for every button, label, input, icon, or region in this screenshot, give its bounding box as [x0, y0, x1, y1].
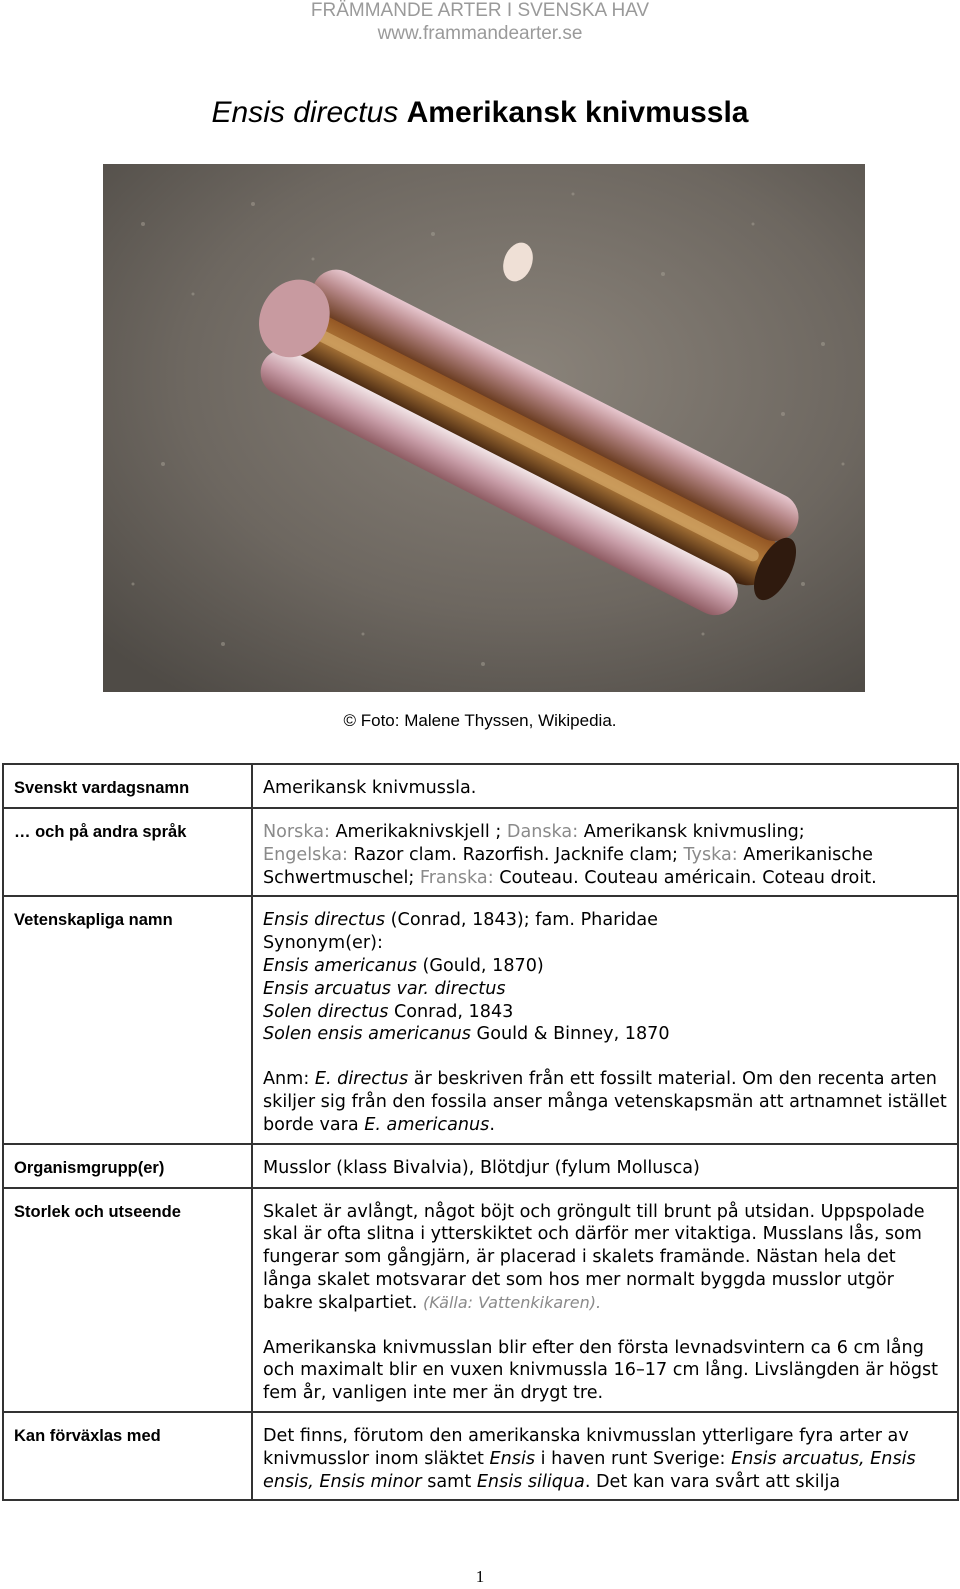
- label-andra-sprak: … och på andra språk: [3, 808, 252, 896]
- taxonomy-note: [263, 1068, 947, 1136]
- synonym-2-var: var.: [390, 978, 435, 999]
- page-number: 1: [475, 1567, 485, 1586]
- synonym-4-author: Gould & Binney, 1870: [470, 1024, 670, 1045]
- lang-franska-key: Franska:: [419, 867, 494, 888]
- note-end: .: [489, 1114, 495, 1135]
- synonym-1-author: (Gould, 1870): [416, 955, 544, 976]
- note-species-2: E. americanus: [364, 1114, 490, 1135]
- synonym-3-author: Conrad, 1843: [388, 1001, 514, 1022]
- synonym-4: [263, 1023, 947, 1046]
- razor-clam-photo: [103, 164, 865, 692]
- note-species-1: E. directus: [314, 1069, 409, 1090]
- value-storlek: [252, 1188, 958, 1412]
- lang-engelska-key: Engelska:: [263, 844, 348, 865]
- note-prefix: Anm:: [263, 1069, 315, 1090]
- value-organismgrupp: Musslor (klass Bivalvia), Blötdjur (fylum Mollusca): [252, 1144, 958, 1188]
- lang-tyska-key: Tyska:: [683, 844, 738, 865]
- lang-franska-value: Couteau. Couteau américain. Coteau droit.: [493, 867, 877, 888]
- size-source: (Källa: Vattenkikaren).: [423, 1292, 602, 1312]
- row-forvaxlas: [3, 1412, 958, 1500]
- header-url[interactable]: www.frammandearter.se: [377, 23, 583, 44]
- label-vetenskapliga-namn: Vetenskapliga namn: [3, 896, 252, 1143]
- sci-name-italic: Ensis directus: [263, 910, 386, 931]
- label-organismgrupp: Organismgrupp(er): [3, 1144, 252, 1188]
- confusion-text-4: . Det kan vara svårt att skilja: [584, 1471, 841, 1492]
- label-storlek: Storlek och utseende: [3, 1188, 252, 1412]
- size-lifespan: Amerikanska knivmusslan blir efter den första levnadsvintern ca 6 cm lång och maximalt blir en vuxen knivmussla 16–17 cm lång. Livslängden är högst fem år, vanligen inte mer än drygt tre.: [263, 1337, 939, 1404]
- confusion-genus: Ensis: [489, 1448, 536, 1469]
- page-title: [0, 96, 960, 130]
- synonym-1: [263, 955, 947, 978]
- sci-name-author: (Conrad, 1843); fam. Pharidae: [385, 910, 659, 931]
- value-forvaxlas: [252, 1412, 958, 1500]
- species-info-table: [2, 763, 959, 1501]
- label-forvaxlas: Kan förväxlas med: [3, 1412, 252, 1500]
- lang-danska-key: Danska:: [506, 822, 579, 842]
- value-andra-sprak: [252, 808, 958, 896]
- value-vetenskapliga-namn: [252, 896, 958, 1143]
- lang-danska-value: Amerikansk knivmusling;: [578, 822, 805, 842]
- value-vardagsnamn: Amerikansk knivmussla.: [252, 764, 958, 808]
- label-vardagsnamn: Svenskt vardagsnamn: [3, 764, 252, 808]
- lang-tyska-value: Amerikanische Schwertmuschel;: [263, 844, 873, 888]
- size-description: [263, 1201, 947, 1315]
- lang-norska-value: Amerikaknivskjell ;: [329, 822, 507, 842]
- synonym-2-variety: directus: [434, 978, 506, 999]
- synonym-2-name: Ensis arcuatus: [263, 978, 391, 999]
- row-andra-sprak: [3, 808, 958, 896]
- synonym-4-name: Solen ensis americanus: [263, 1024, 471, 1045]
- synonym-2: [263, 978, 947, 1001]
- lang-engelska-value: Razor clam. Razorfish. Jacknife clam;: [347, 844, 684, 865]
- confusion-species-last: Ensis siliqua: [476, 1471, 585, 1492]
- confusion-text-1: Det finns, förutom den amerikanska knivmusslan ytterligare fyra arter av knivmusslor inom släktet: [263, 1425, 909, 1469]
- row-vardagsnamn: [3, 764, 958, 808]
- row-storlek: [3, 1188, 958, 1412]
- confusion-text-2: i haven runt Sverige:: [535, 1448, 732, 1469]
- synonym-1-name: Ensis americanus: [263, 955, 417, 976]
- size-text: Skalet är avlångt, något böjt och gröngult till brunt på utsidan. Uppspolade skal är ofta slitna i ytterskiktet och därför mer vitaktiga. Musslans lås, som fungerar som gångjärn, är placerad i skalets framände. Nästan hela det långa skalet motsvarar det som hos mer normalt byggda musslor utgör bakre skalpartiet.: [263, 1201, 925, 1313]
- synonym-heading: Synonym(er):: [263, 933, 383, 954]
- note-text: är beskriven från ett fossilt material. Om den recenta arten skiljer sig från den fossila anser många vetenskapsmän att artnamnet istället borde vara: [263, 1069, 947, 1135]
- sci-name-line: [263, 909, 947, 932]
- confusion-species-list: Ensis arcuatus, Ensis ensis, Ensis minor: [263, 1448, 916, 1492]
- synonym-3: [263, 1001, 947, 1024]
- synonym-3-name: Solen directus: [263, 1001, 389, 1022]
- header-title: FRÄMMANDE ARTER I SVENSKA HAV: [310, 0, 650, 21]
- confusion-text-3: samt: [421, 1471, 477, 1492]
- title-scientific-name: Ensis directus: [211, 96, 399, 129]
- photo-caption: © Foto: Malene Thyssen, Wikipedia.: [343, 711, 617, 730]
- row-vetenskapliga-namn: [3, 896, 958, 1143]
- row-organismgrupp: [3, 1144, 958, 1188]
- title-common-name: Amerikansk knivmussla: [406, 96, 749, 129]
- lang-norska-key: Norska:: [263, 822, 330, 842]
